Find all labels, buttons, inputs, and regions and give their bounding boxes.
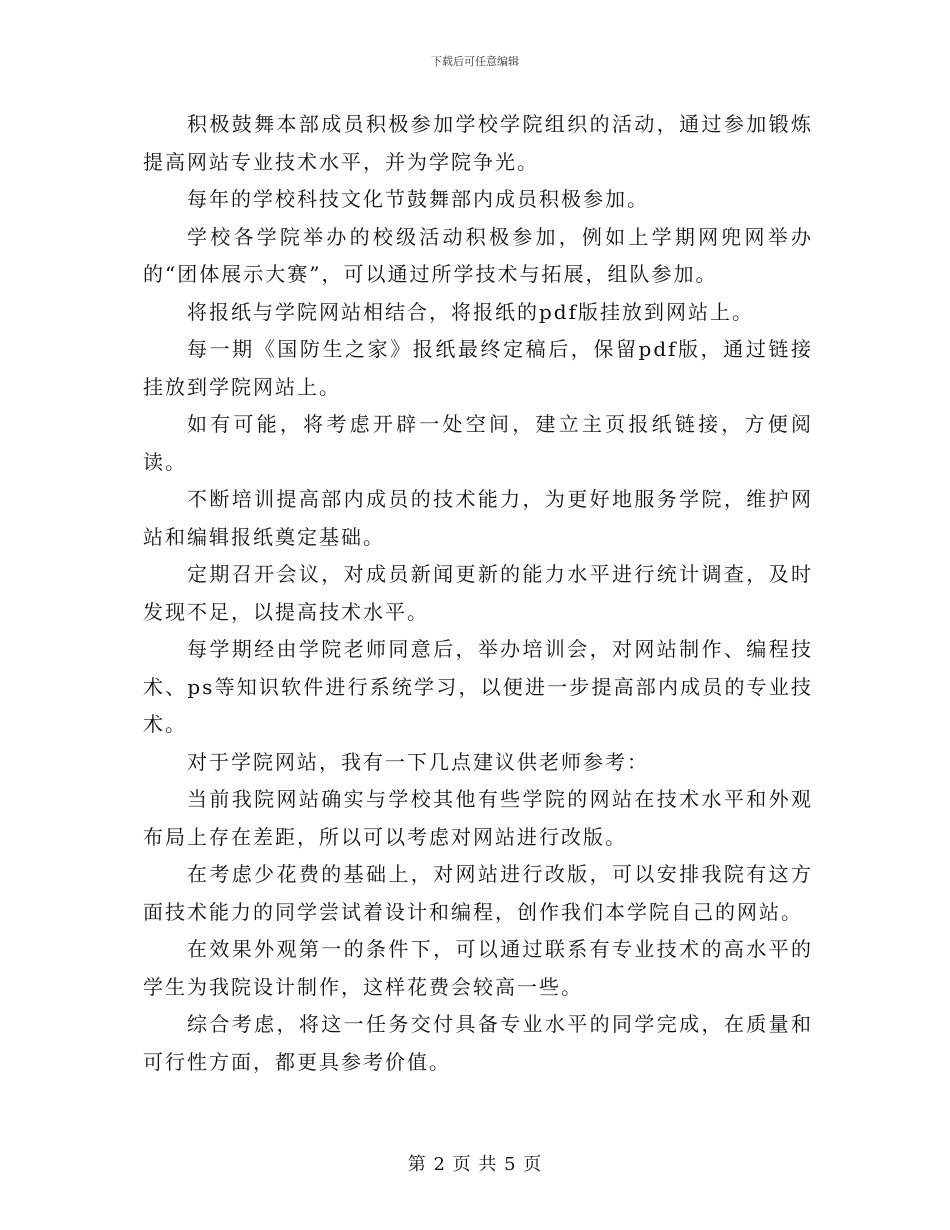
paragraph: 当前我院网站确实与学校其他有些学院的网站在技术水平和外观布局上存在差距，所以可以考虑对网站进行改版。 (143, 787, 813, 849)
paragraph: 如有可能，将考虑开辟一处空间，建立主页报纸链接，方便阅读。 (143, 412, 813, 474)
paragraph: 每学期经由学院老师同意后，举办培训会，对网站制作、编程技术、ps等知识软件进行系统学习，以便进一步提高部内成员的专业技术。 (143, 637, 813, 736)
page-header-note: 下载后可任意编辑 (431, 55, 519, 68)
paragraph: 对于学院网站，我有一下几点建议供老师参考： (187, 749, 649, 774)
paragraph: 每一期《国防生之家》报纸最终定稿后，保留pdf版，通过链接挂放到学院网站上。 (143, 337, 813, 399)
paragraph: 不断培训提高部内成员的技术能力，为更好地服务学院，维护网站和编辑报纸奠定基础。 (143, 487, 813, 549)
paragraph: 学校各学院举办的校级活动积极参加，例如上学期网兜网举办的“团体展示大赛”，可以通过所学技术与拓展，组队参加。 (143, 224, 813, 286)
paragraph: 在效果外观第一的条件下，可以通过联系有专业技术的高水平的学生为我院设计制作，这样花费会较高一些。 (143, 937, 813, 999)
paragraph: 将报纸与学院网站相结合，将报纸的pdf版挂放到网站上。 (187, 299, 755, 324)
page-number-footer: 第 2 页 共 5 页 (407, 1154, 543, 1175)
paragraph: 定期召开会议，对成员新闻更新的能力水平进行统计调查，及时发现不足，以提高技术水平。 (143, 562, 813, 624)
document-body (143, 106, 813, 1081)
paragraph: 综合考虑，将这一任务交付具备专业水平的同学完成，在质量和可行性方面，都更具参考价值。 (143, 1012, 813, 1074)
paragraph: 每年的学校科技文化节鼓舞部内成员积极参加。 (187, 187, 649, 211)
paragraph: 积极鼓舞本部成员积极参加学校学院组织的活动，通过参加锻炼提高网站专业技术水平，并为学院争光。 (143, 112, 813, 174)
paragraph: 在考虑少花费的基础上，对网站进行改版，可以安排我院有这方面技术能力的同学尝试着设计和编程，创作我们本学院自己的网站。 (143, 862, 813, 924)
